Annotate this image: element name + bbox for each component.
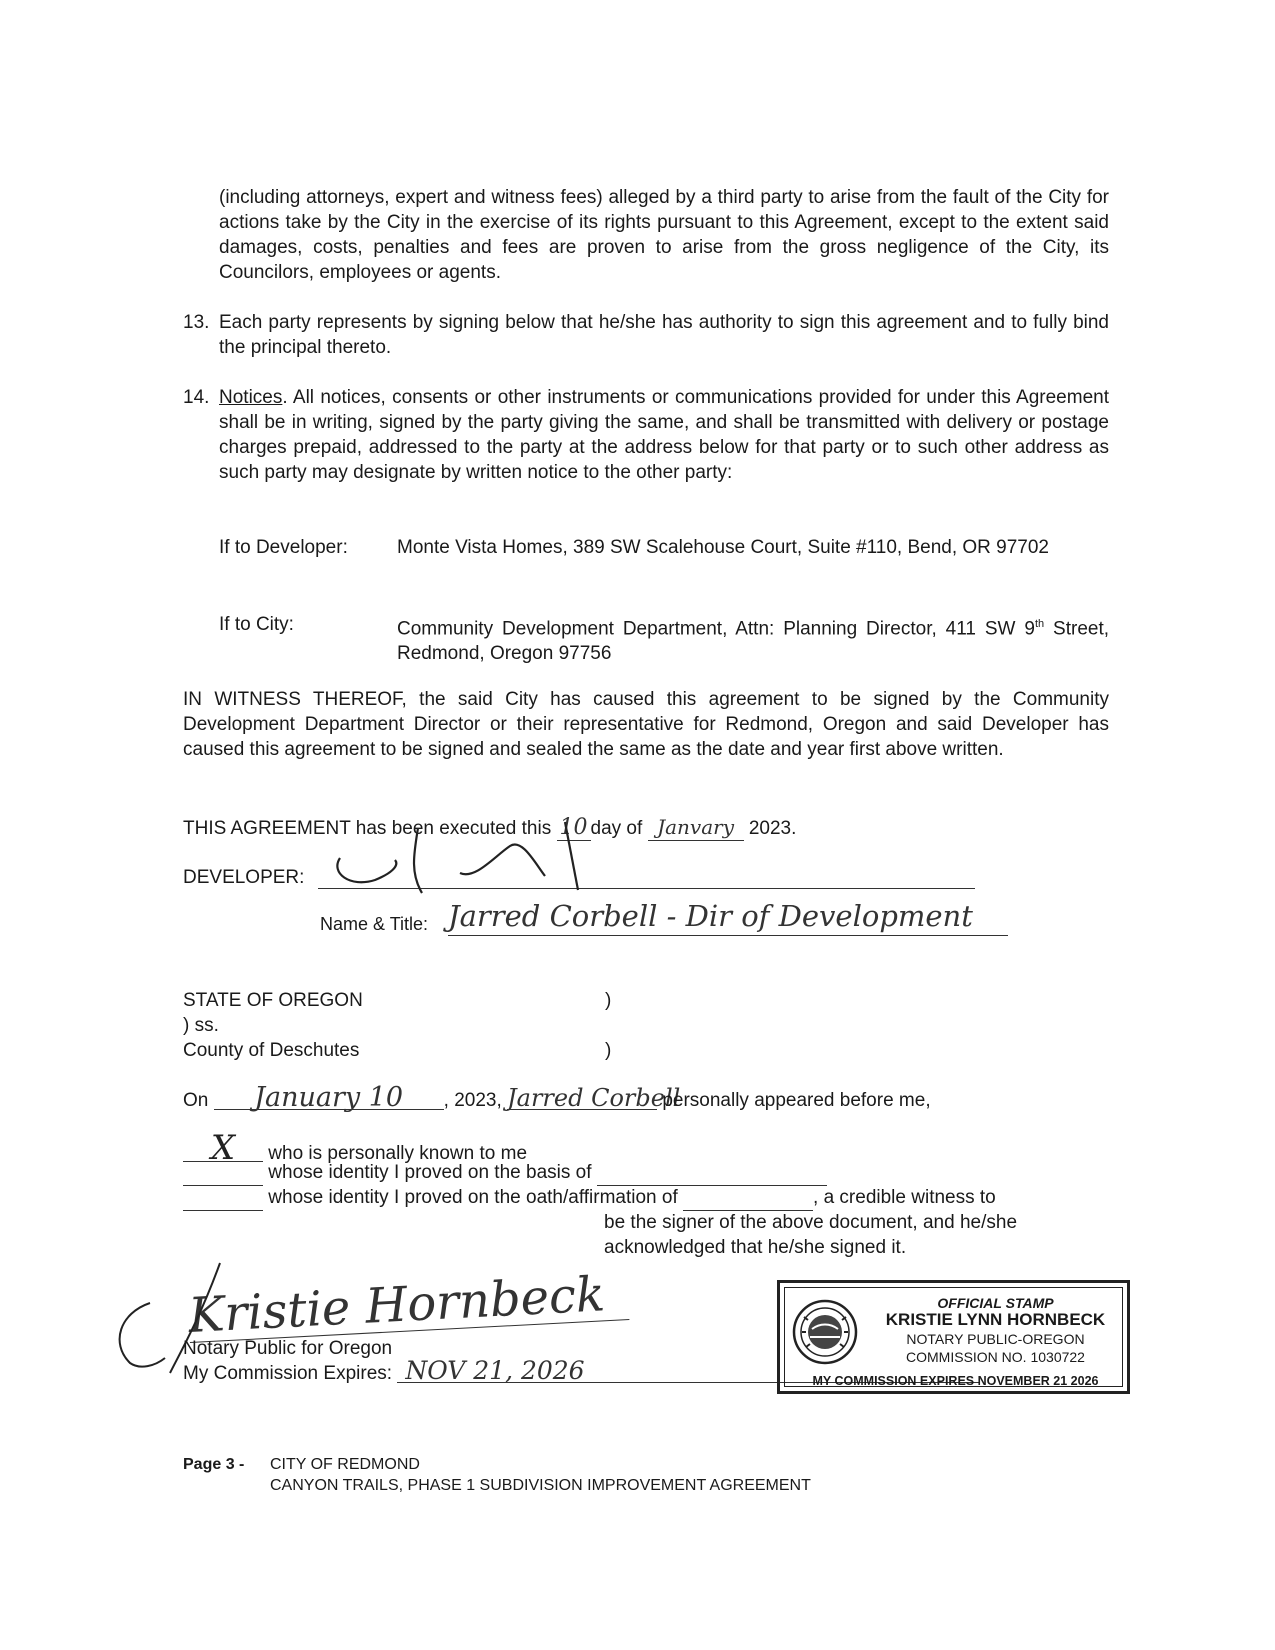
execution-prefix: THIS AGREEMENT has been executed this [183, 818, 552, 839]
stamp-commission-number: COMMISSION NO. 1030722 [906, 1349, 1085, 1365]
option-witness-blank [183, 1185, 263, 1211]
developer-label: DEVELOPER: [183, 867, 305, 888]
option-basis-blank [183, 1160, 263, 1186]
option-witness-row [183, 1185, 996, 1211]
appearance-year: , 2023, [443, 1090, 502, 1111]
item-14-number: 14. [183, 387, 210, 408]
city-address-end: Street, Redmond, Oregon 97756 [397, 618, 1110, 665]
item-13-text: Each party represents by signing below that he/she has authority to sign this agreement and to fully bind the principal thereto. [219, 312, 1109, 358]
item-14-text [219, 385, 1109, 485]
signer-continuation [604, 1210, 1109, 1260]
option-basis-text: whose identity I proved on the basis of [268, 1162, 592, 1183]
execution-year: 2023. [748, 818, 797, 839]
city-notice-address [397, 612, 1109, 666]
execution-day-of: day of [590, 818, 643, 839]
footer-city: CITY OF REDMOND [270, 1456, 420, 1473]
oregon-seal-icon [792, 1299, 858, 1365]
notices-heading: Notices [219, 387, 283, 408]
stamp-notary-name: KRISTIE LYNN HORNBECK [885, 1310, 1106, 1329]
county-label: County of Deschutes [183, 1040, 360, 1061]
option-known-checkmark: X [183, 1135, 263, 1162]
commission-expires-value: NOV 21, 2026 [397, 1360, 980, 1383]
county-paren: ) [605, 1040, 612, 1061]
developer-notice-address: Monte Vista Homes, 389 SW Scalehouse Court, Suite #110, Bend, OR 97702 [397, 537, 1050, 558]
name-title-value: Jarred Corbell - Dir of Development [448, 897, 1008, 936]
name-title-label: Name & Title: [320, 914, 429, 934]
city-notice-label: If to City: [219, 614, 294, 635]
developer-notice-label: If to Developer: [219, 537, 348, 558]
execution-day-field: 10 [557, 815, 591, 841]
city-address-part: Community Development Department, Attn: Planning Director, 411 SW 9 [397, 618, 1035, 640]
witness-name-field [683, 1185, 813, 1211]
commission-expires-label: My Commission Expires: [183, 1363, 393, 1384]
option-witness-text: whose identity I proved on the oath/affirmation of [268, 1187, 678, 1208]
stamp-header: OFFICIAL STAMP [937, 1295, 1054, 1311]
option-basis-row [183, 1160, 827, 1186]
appeared-text: personally appeared before me, [662, 1090, 931, 1111]
signer-continuation-2: acknowledged that he/she signed it. [604, 1237, 907, 1258]
footer-agreement-title: CANYON TRAILS, PHASE 1 SUBDIVISION IMPROVEMENT AGREEMENT [270, 1477, 811, 1494]
paragraph-12-continued: (including attorneys, expert and witness fees) alleged by a third party to arise from the fault of the City for actions take by the City in the exercise of its rights pursuant to this Agreement, except to the extent said damages, costs, penalties and fees are proven to arise from the gross negligence of the City, its Councilors, employees or agents. [219, 187, 1109, 283]
city-address-sup: th [1034, 618, 1045, 630]
signer-continuation-1: be the signer of the above document, and he/she [604, 1212, 1018, 1233]
appearance-signer-field: Jarred Corbell [507, 1084, 681, 1112]
on-label: On [183, 1090, 209, 1111]
notices-body: . All notices, consents or other instruments or communications provided for under this Agreement shall be in writing, signed by the party giving the same, and shall be transmitted with delivery or postage charges prepaid, addressed to the party at the address below for that party or to such other address as such party may designate by written notice to the other party: [219, 387, 1109, 483]
appearance-date-field: January 10 [214, 1087, 444, 1110]
stamp-expiration: MY COMMISSION EXPIRES NOVEMBER 21 2026 [812, 1374, 1099, 1388]
item-13-number: 13. [183, 312, 210, 333]
execution-month-field: Janvary [648, 815, 744, 841]
notary-title: Notary Public for Oregon [183, 1338, 393, 1359]
state-paren: ) [605, 990, 612, 1011]
option-witness-tail: , a credible witness to [813, 1187, 996, 1208]
notary-signature: Kristie Hornbeck [187, 1267, 629, 1343]
basis-field [597, 1160, 827, 1186]
state-of-oregon: STATE OF OREGON [183, 990, 363, 1011]
option-known-text: who is personally known to me [268, 1143, 528, 1164]
stamp-notary-public: NOTARY PUBLIC-OREGON [906, 1331, 1085, 1347]
footer-page-number: Page 3 - [183, 1456, 245, 1473]
witness-paragraph: IN WITNESS THEREOF, the said City has caused this agreement to be signed by the Community Development Department Director or their representative for Redmond, Oregon and said Developer has caused this agreement to be signed and sealed the same as the date and year first above written. [183, 689, 1109, 760]
ss-label: ) ss. [183, 1015, 219, 1036]
appearance-line [183, 1082, 931, 1113]
developer-signature [310, 818, 630, 898]
official-notary-stamp [777, 1280, 1130, 1394]
